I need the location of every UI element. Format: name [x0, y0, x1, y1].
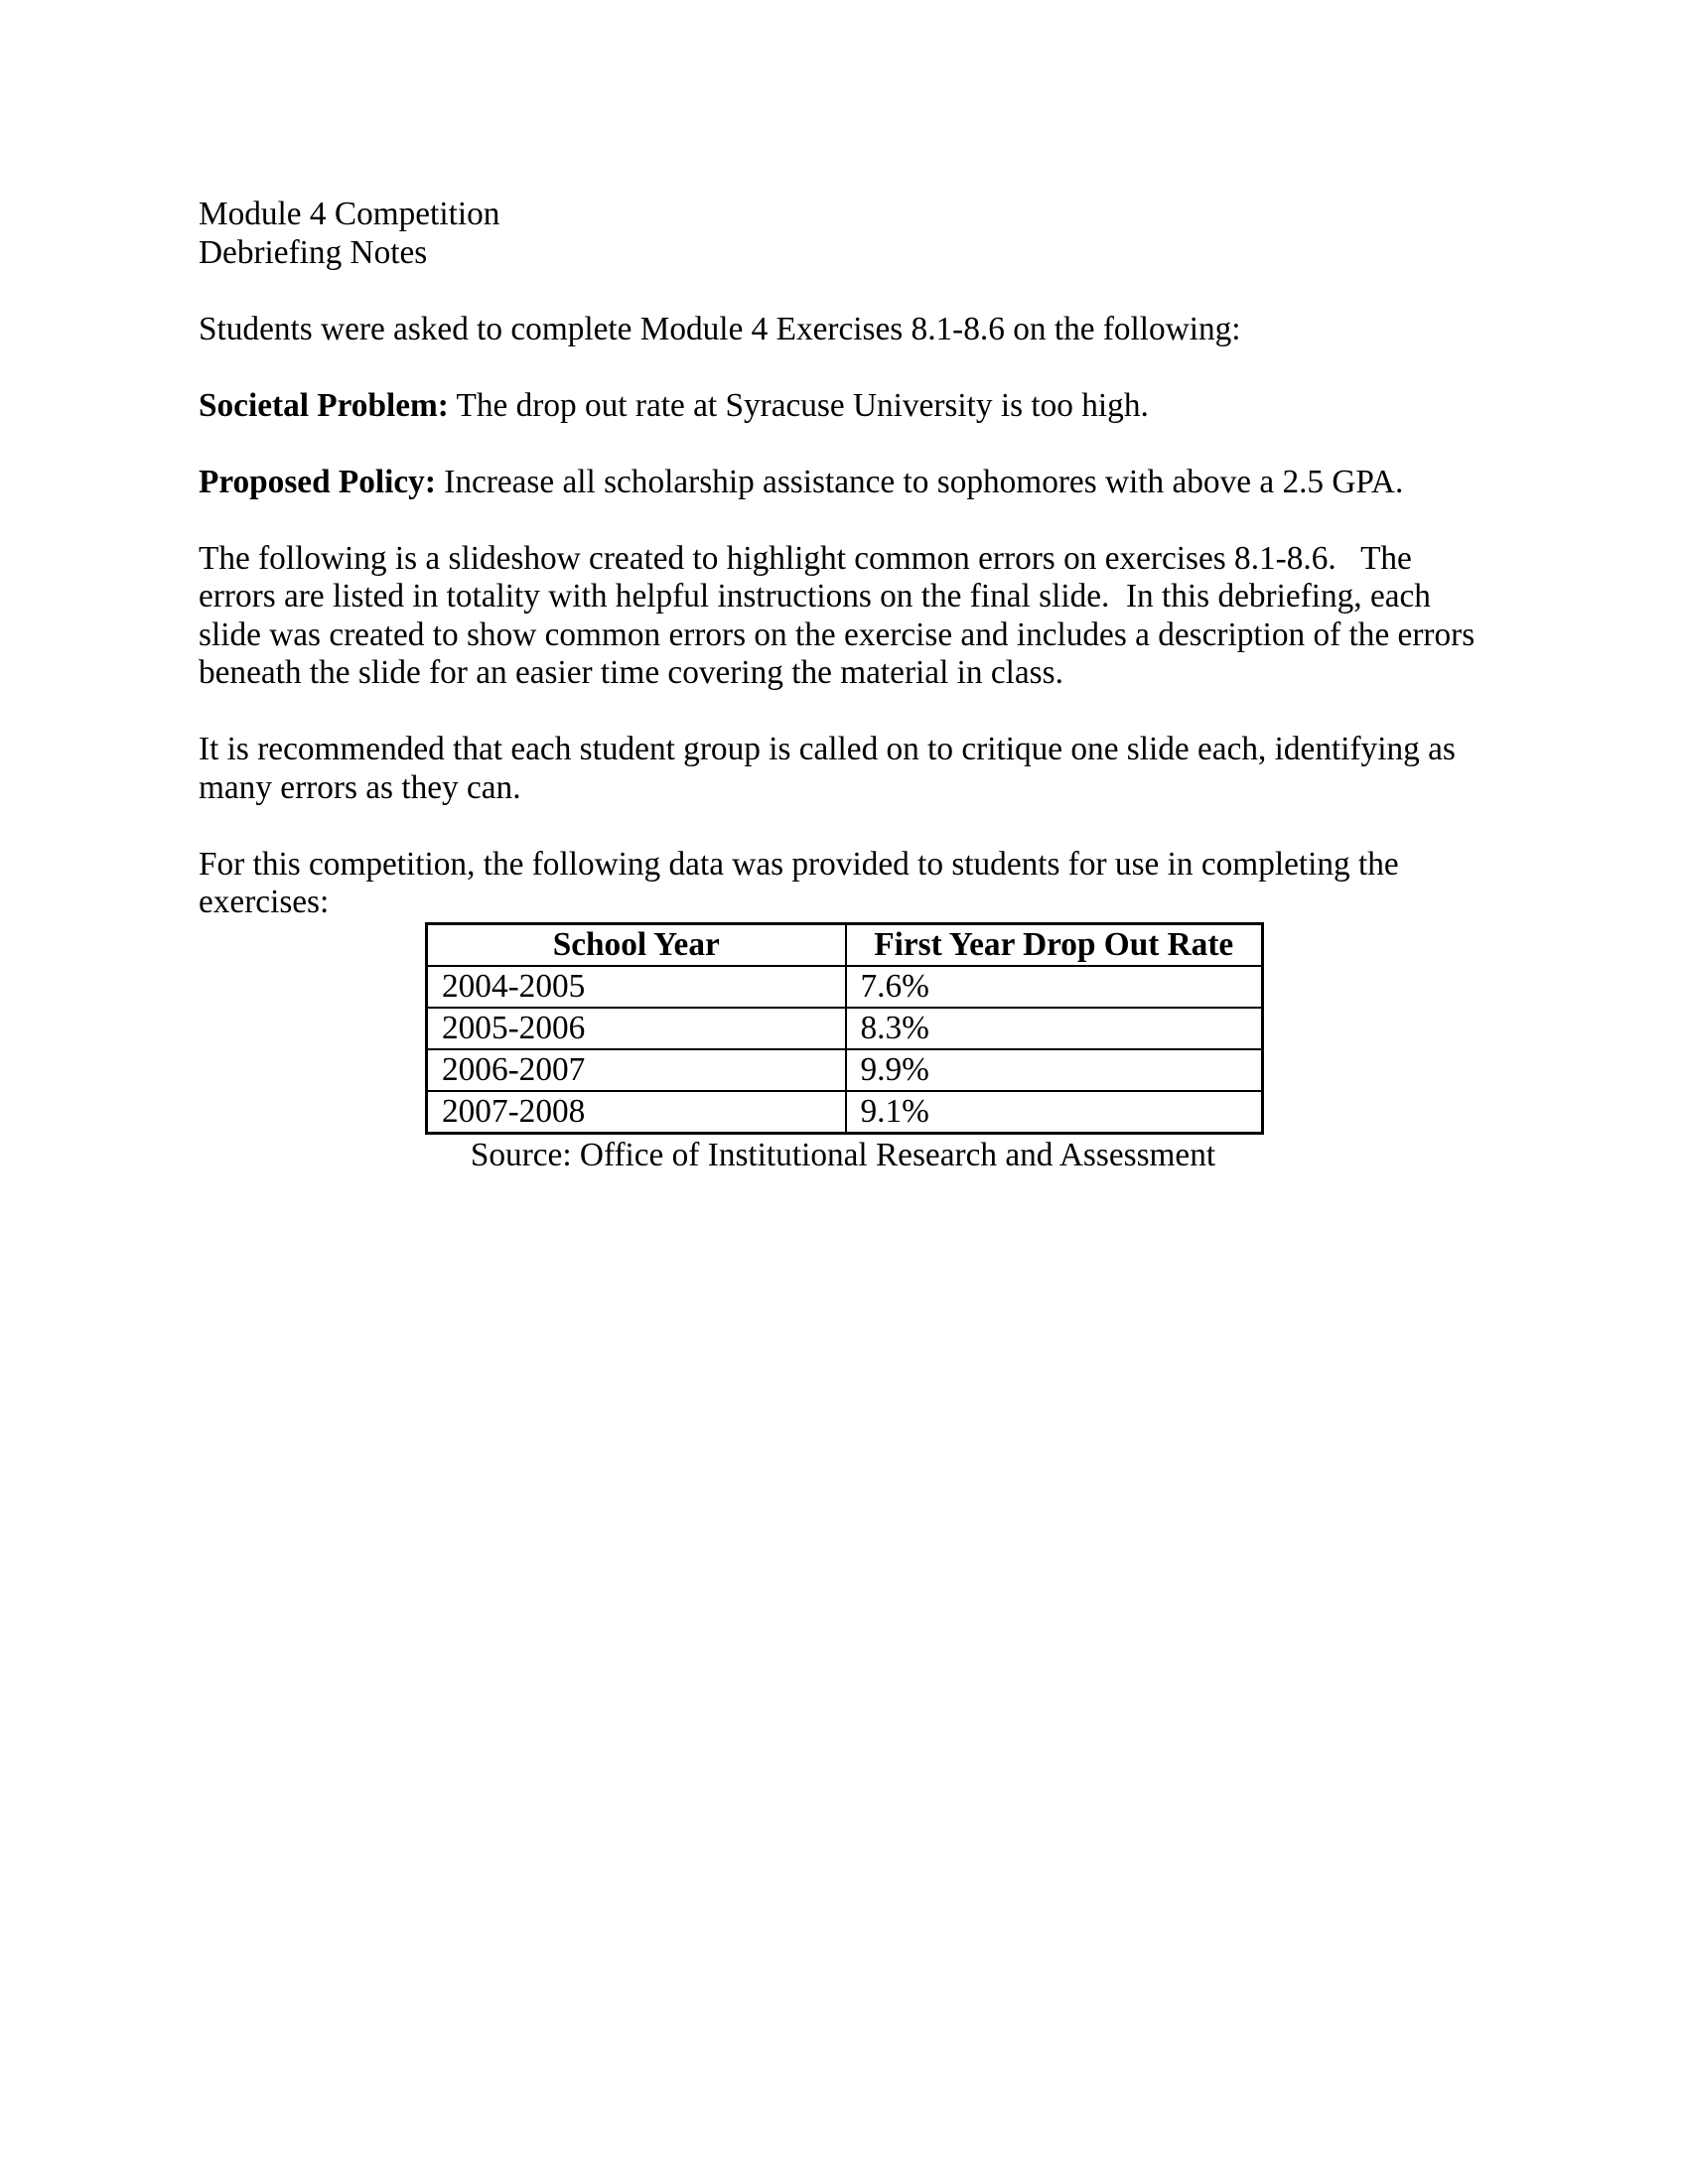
cell-school-year: 2006-2007 — [427, 1049, 846, 1091]
cell-school-year: 2004-2005 — [427, 966, 846, 1008]
document-content — [199, 196, 1489, 1174]
table-row — [427, 1008, 1263, 1049]
recommend-paragraph-line-1: It is recommended that each student group is called on to critique one slide each, identifying as — [199, 731, 1456, 767]
cell-dropout-rate: 9.1% — [846, 1091, 1263, 1134]
blank-line — [199, 348, 1489, 387]
blank-line — [199, 272, 1489, 311]
doc-title-line-1: Module 4 Competition — [199, 196, 500, 232]
blank-line — [199, 693, 1489, 732]
societal-problem-label: Societal Problem: — [199, 386, 449, 424]
cell-dropout-rate: 8.3% — [846, 1008, 1263, 1049]
proposed-policy-label: Proposed Policy: — [199, 463, 436, 500]
doc-title-line-2: Debriefing Notes — [199, 233, 428, 271]
proposed-policy-text: Increase all scholarship assistance to sophomores with above a 2.5 GPA. — [435, 463, 1404, 500]
societal-problem-text: The drop out rate at Syracuse University is too high. — [448, 386, 1149, 424]
competition-paragraph-line-1: For this competition, the following data was provided to students for use in completing the — [199, 845, 1399, 883]
cell-dropout-rate: 7.6% — [846, 966, 1263, 1008]
table-row — [427, 966, 1263, 1008]
slideshow-paragraph-line-2: errors are listed in totality with helpful instructions on the final slide. In this debriefing, each — [199, 578, 1431, 614]
header-school-year: School Year — [427, 923, 846, 966]
blank-line — [199, 425, 1489, 464]
cell-school-year: 2005-2006 — [427, 1008, 846, 1049]
proposed-policy-line — [199, 464, 1489, 502]
table-row — [427, 1049, 1263, 1091]
data-table-block — [425, 922, 1261, 1175]
table-source-note: Source: Office of Institutional Research and Assessment — [470, 1136, 1216, 1173]
cell-dropout-rate: 9.9% — [846, 1049, 1263, 1091]
blank-line — [199, 501, 1489, 540]
table-row — [427, 1091, 1263, 1134]
cell-school-year: 2007-2008 — [427, 1091, 846, 1134]
dropout-rate-table — [425, 922, 1264, 1135]
table-header-row — [427, 923, 1263, 966]
intro-line: Students were asked to complete Module 4 Exercises 8.1-8.6 on the following: — [199, 310, 1241, 347]
societal-problem-line — [199, 387, 1489, 426]
blank-line — [199, 807, 1489, 846]
slideshow-paragraph-line-4: beneath the slide for an easier time covering the material in class. — [199, 654, 1063, 691]
recommend-paragraph-line-2: many errors as they can. — [199, 768, 521, 806]
slideshow-paragraph-line-1: The following is a slideshow created to highlight common errors on exercises 8.1-8.6. The — [199, 539, 1412, 577]
header-dropout-rate: First Year Drop Out Rate — [846, 923, 1263, 966]
competition-paragraph-line-2: exercises: — [199, 884, 330, 920]
slideshow-paragraph-line-3: slide was created to show common errors on the exercise and includes a description of the errors — [199, 615, 1476, 653]
